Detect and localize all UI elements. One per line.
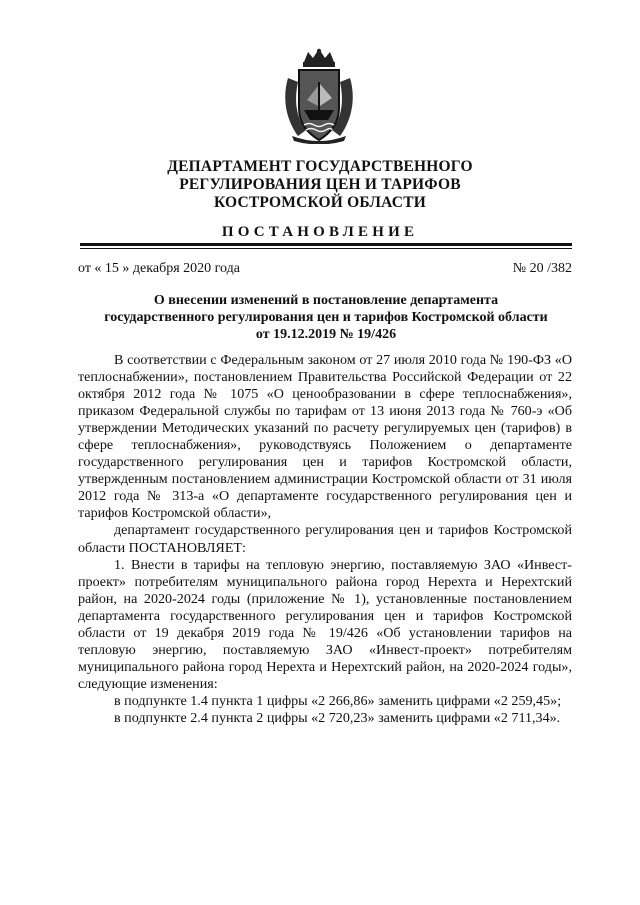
document-number: № 20 /382 — [512, 261, 572, 276]
document-body — [78, 352, 572, 727]
body-paragraph-preamble: В соответствии с Федеральным законом от 27 июля 2010 года № 190-ФЗ «О теплоснабжении», постановлением Правительства Российской Федерации от 22 октября 2012 года № 1075 «О ценообразовании в сфере теплоснабжения», приказом Федеральной службы по тарифам от 13 июня 2013 года № 760-э «Об утверждении Методических указаний по расчету регулируемых цен (тарифов) в сфере теплоснабжения», руководствуясь Положением о департаменте государственного регулирования цен и тарифов Костромской области, утвержденным постановлением администрации Костромской области от 31 июля 2012 года № 313-а «О департаменте государственного регулирования цен и тарифов Костромской области», — [78, 352, 572, 522]
subject-line-1: О внесении изменений в постановление департамента — [153, 293, 499, 308]
body-paragraph-item-1: 1. Внести в тарифы на тепловую энергию, поставляемую ЗАО «Инвест-проект» потребителям муниципального района город Нерехта и Нерехтский район, на 2020-2024 годы (приложение № 1), установленные постановлением департамента государственного регулирования цен и тарифов Костромской области от 19 декабря 2019 года № 19/426 «Об установлении тарифов на тепловую энергию, поставляемую ЗАО «Инвест-проект» потребителям муниципального района город Нерехта и Нерехтский район, на 2020-2024 годы», следующие изменения: — [78, 556, 572, 692]
header-rule-thick — [80, 243, 572, 246]
subject-line-3: от 19.12.2019 № 19/426 — [255, 327, 397, 342]
department-name-line-1: ДЕПАРТАМЕНТ ГОСУДАРСТВЕННОГО — [167, 158, 473, 175]
department-name-line-2: РЕГУЛИРОВАНИЯ ЦЕН И ТАРИФОВ — [179, 176, 461, 193]
body-paragraph-change-1: в подпункте 1.4 пункта 1 цифры «2 266,86» заменить цифрами «2 259,45»; — [114, 692, 562, 709]
document-type-title: ПОСТАНОВЛЕНИЕ — [221, 224, 419, 240]
department-name-line-3: КОСТРОМСКОЙ ОБЛАСТИ — [213, 194, 426, 211]
document-date: от « 15 » декабря 2020 года — [78, 261, 240, 276]
subject-line-2: государственного регулирования цен и тарифов Костромской области — [104, 310, 548, 325]
coat-of-arms-icon — [282, 48, 356, 144]
body-paragraph-change-2: в подпункте 2.4 пункта 2 цифры «2 720,23» заменить цифрами «2 711,34». — [114, 709, 561, 726]
header-rule-thin — [80, 248, 572, 249]
body-paragraph-resolves: департамент государственного регулирования цен и тарифов Костромской области ПОСТАНОВЛЯЕТ: — [78, 522, 572, 556]
document-subject — [80, 292, 572, 343]
